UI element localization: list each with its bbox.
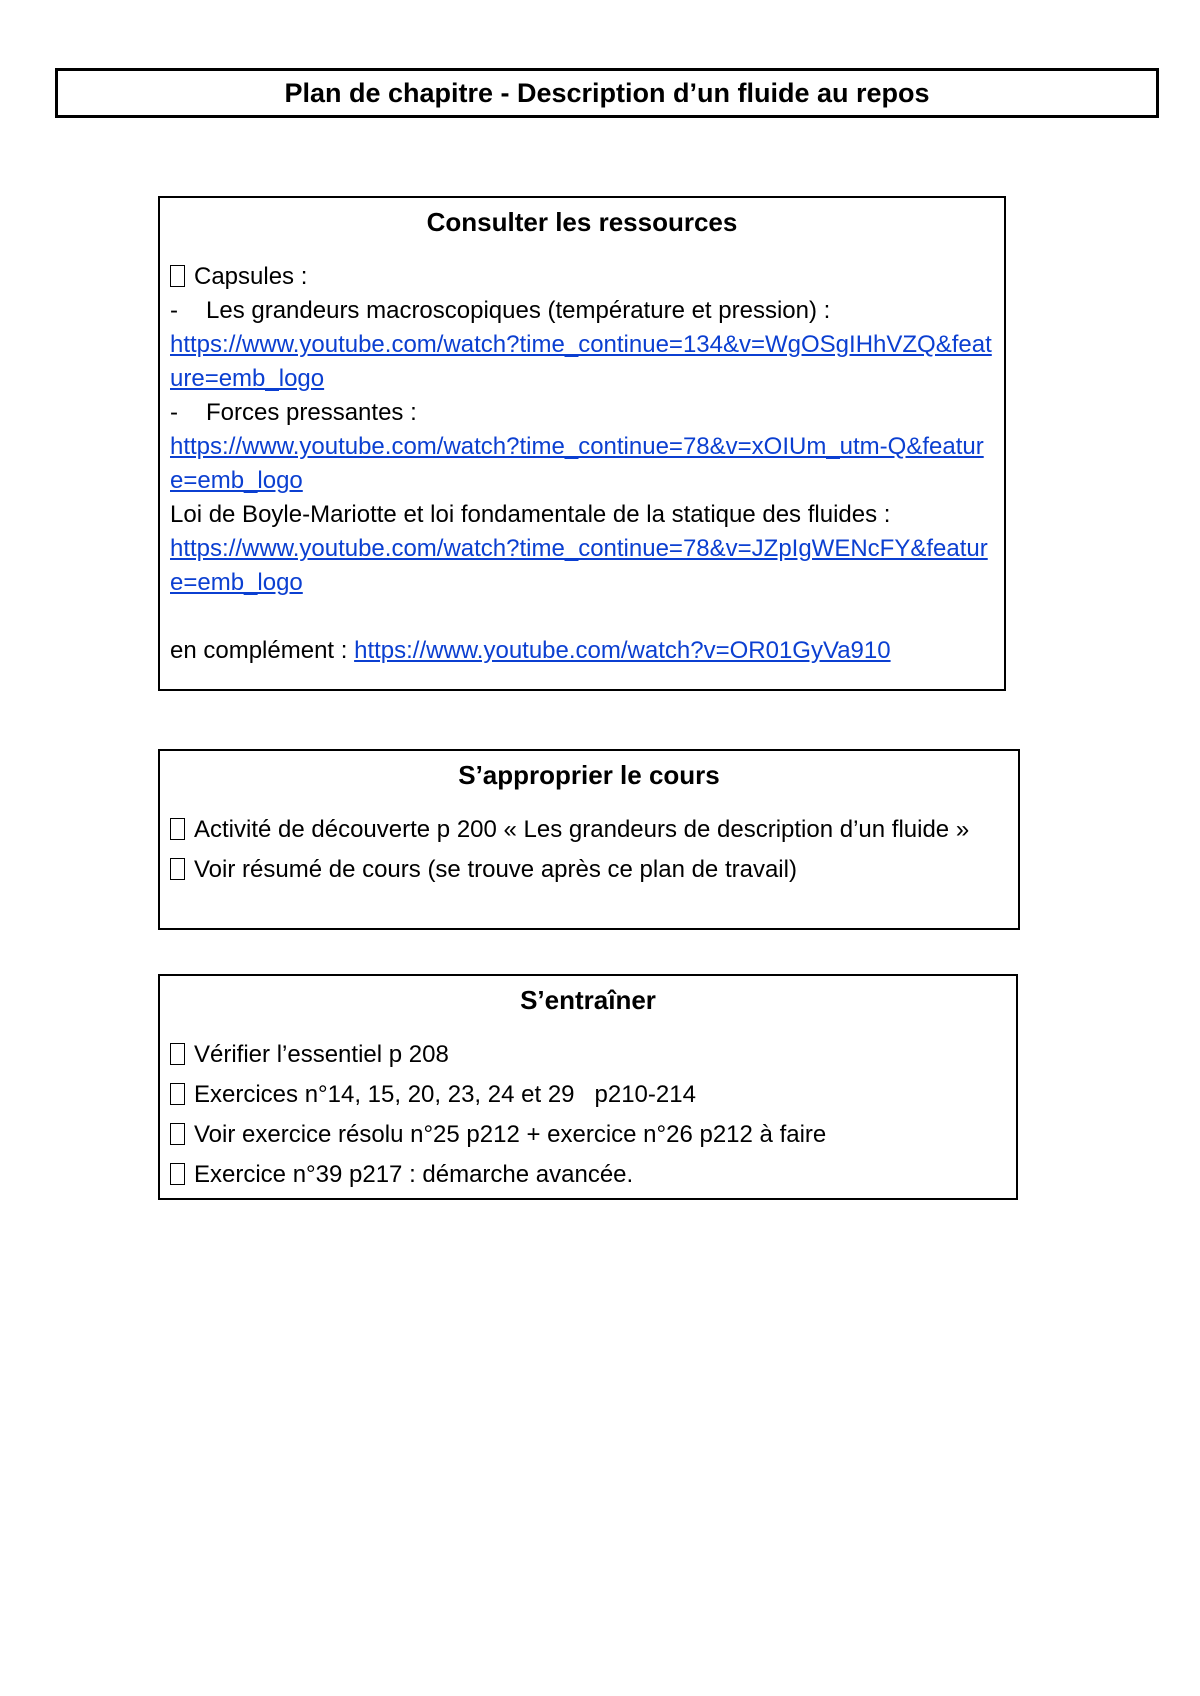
resource-link-row [170, 532, 994, 600]
complement-link[interactable]: https://www.youtube.com/watch?v=OR01GyVa910 [354, 637, 891, 664]
list-item [170, 813, 1008, 847]
course-heading: S’approprier le cours [458, 760, 720, 790]
checkbox-icon[interactable] [170, 1083, 185, 1105]
checkbox-icon[interactable] [170, 1163, 185, 1185]
course-card [158, 749, 1020, 930]
bullet-dash: - [170, 399, 178, 426]
resource-item [170, 396, 994, 430]
capsules-row [170, 260, 994, 294]
list-item-text: Exercice n°39 p217 : démarche avancée. [194, 1161, 634, 1188]
resource-link[interactable]: https://www.youtube.com/watch?time_continue=78&v=xOIUm_utm-Q&feature=emb_logo [170, 433, 984, 494]
list-item-text: Exercices n°14, 15, 20, 23, 24 et 29 p210-214 [194, 1081, 696, 1108]
boyle-label-row [170, 498, 994, 532]
checkbox-icon[interactable] [170, 858, 185, 880]
practice-card [158, 974, 1018, 1200]
resource-link-row [170, 430, 994, 498]
list-item-text: Voir résumé de cours (se trouve après ce plan de travail) [194, 856, 797, 883]
list-item [170, 1158, 1006, 1192]
resources-heading: Consulter les ressources [426, 207, 738, 237]
list-item-text: Voir exercice résolu n°25 p212 + exercice n°26 p212 à faire [194, 1121, 827, 1148]
boyle-label: Loi de Boyle-Mariotte et loi fondamentale de la statique des fluides : [170, 501, 891, 528]
list-item [170, 853, 1008, 887]
resource-item [170, 294, 994, 328]
list-item-text: Activité de découverte p 200 « Les grandeurs de description d’un fluide » [194, 816, 970, 843]
resource-link-row [170, 328, 994, 396]
resource-item-label: Forces pressantes : [206, 399, 417, 426]
checkbox-icon[interactable] [170, 265, 185, 287]
page-title-box [55, 68, 1159, 118]
boyle-link[interactable]: https://www.youtube.com/watch?time_continue=78&v=JZpIgWENcFY&feature=emb_logo [170, 535, 988, 596]
resource-link[interactable]: https://www.youtube.com/watch?time_continue=134&v=WgOSgIHhVZQ&feature=emb_logo [170, 331, 992, 392]
list-item [170, 1038, 1006, 1072]
resources-card [158, 196, 1006, 691]
checkbox-icon[interactable] [170, 1123, 185, 1145]
complement-label: en complément : [170, 637, 355, 664]
checkbox-icon[interactable] [170, 1043, 185, 1065]
resource-item-label: Les grandeurs macroscopiques (température et pression) : [206, 297, 831, 324]
checkbox-icon[interactable] [170, 818, 185, 840]
list-item [170, 1118, 1006, 1152]
practice-heading: S’entraîner [520, 985, 656, 1015]
list-item-text: Vérifier l’essentiel p 208 [194, 1041, 449, 1068]
complement-row [170, 634, 994, 668]
list-item [170, 1078, 1006, 1112]
page-title: Plan de chapitre - Description d’un fluide au repos [284, 77, 930, 108]
capsules-label: Capsules : [194, 263, 308, 290]
bullet-dash: - [170, 297, 178, 324]
